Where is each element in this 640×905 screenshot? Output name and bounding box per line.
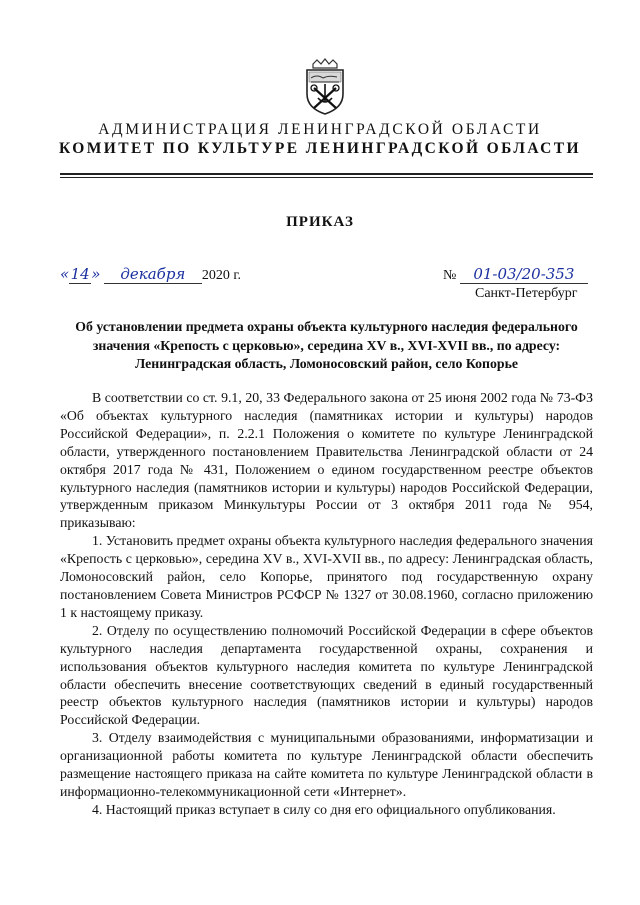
- header-divider-thin: [60, 177, 593, 178]
- date-day: 14: [70, 265, 90, 283]
- order-date: [60, 265, 241, 284]
- coat-of-arms-icon: [303, 58, 347, 116]
- date-month: декабря: [104, 265, 202, 284]
- order-subject: Об установлении предмета охраны объекта культурного наследия федерального значения «Крепость с церковью», середина XV в., XVI-XVII вв., по адресу: Ленинградская область, Ломоносовский район, село Копорье: [75, 319, 578, 371]
- city: Санкт-Петербург: [475, 286, 578, 301]
- document-type: ПРИКАЗ: [286, 214, 354, 230]
- order-number: [443, 265, 588, 284]
- committee-name: КОМИТЕТ ПО КУЛЬТУРЕ ЛЕНИНГРАДСКОЙ ОБЛАСТИ: [59, 140, 581, 157]
- date-open-quote: «: [60, 265, 70, 283]
- date-close-quote: »: [91, 265, 101, 283]
- organization-name: АДМИНИСТРАЦИЯ ЛЕНИНГРАДСКОЙ ОБЛАСТИ: [98, 121, 542, 138]
- clause-3: 3. Отделу взаимодействия с муниципальными образованиями, информатизации и организационной работы комитета по культуре Ленинградской области обеспечить размещение настоящего приказа на сайте комитета по культуре Ленинградской области в информационно-телекоммуникационной сети «Интернет».: [60, 730, 593, 799]
- date-year: 2020 г.: [201, 268, 242, 283]
- clause-1: 1. Установить предмет охраны объекта культурного наследия федерального значения «Крепость с церковью», середина XV в., XVI-XVII вв., по адресу: Ленинградская область, Ломоносовский район, село Копорье, принятого под государственную охрану постановлением Совета Министров РСФСР № 1327 от 30.08.1960, согласно приложению 1 к настоящему приказу.: [60, 533, 593, 620]
- header-divider: [60, 173, 593, 175]
- number-value: 01-03/20-353: [460, 265, 588, 284]
- clause-4: 4. Настоящий приказ вступает в силу со дня его официального опубликования.: [92, 801, 556, 817]
- order-body: [60, 389, 593, 819]
- clause-2: 2. Отделу по осуществлению полномочий Российской Федерации в сфере объектов культурного наследия департамента государственной охраны, сохранения и использования объектов культурного наследия комитета по культуре Ленинградской области обеспечить внесение соответствующих сведений в единый государственный реестр объектов культурного наследия (памятников истории и культуры) народов Российской Федерации.: [60, 622, 593, 728]
- preamble-paragraph: В соответствии со ст. 9.1, 20, 33 Федерального закона от 25 июня 2002 года № 73-ФЗ «Об объектах культурного наследия (памятниках истории и культуры) народов Российской Федерации», п. 2.2.1 Положения о комитете по культуре Ленинградской области, утвержденного постановлением Правительства Ленинградской области от 24 октября 2017 года № 431, Положением о едином государственном реестре объектов культурного наследия (памятников истории и культуры) народов Российской Федерации, утвержденным приказом Минкультуры России от 3 октября 2011 года № 954, приказываю:: [60, 390, 593, 531]
- number-sign: №: [443, 268, 457, 283]
